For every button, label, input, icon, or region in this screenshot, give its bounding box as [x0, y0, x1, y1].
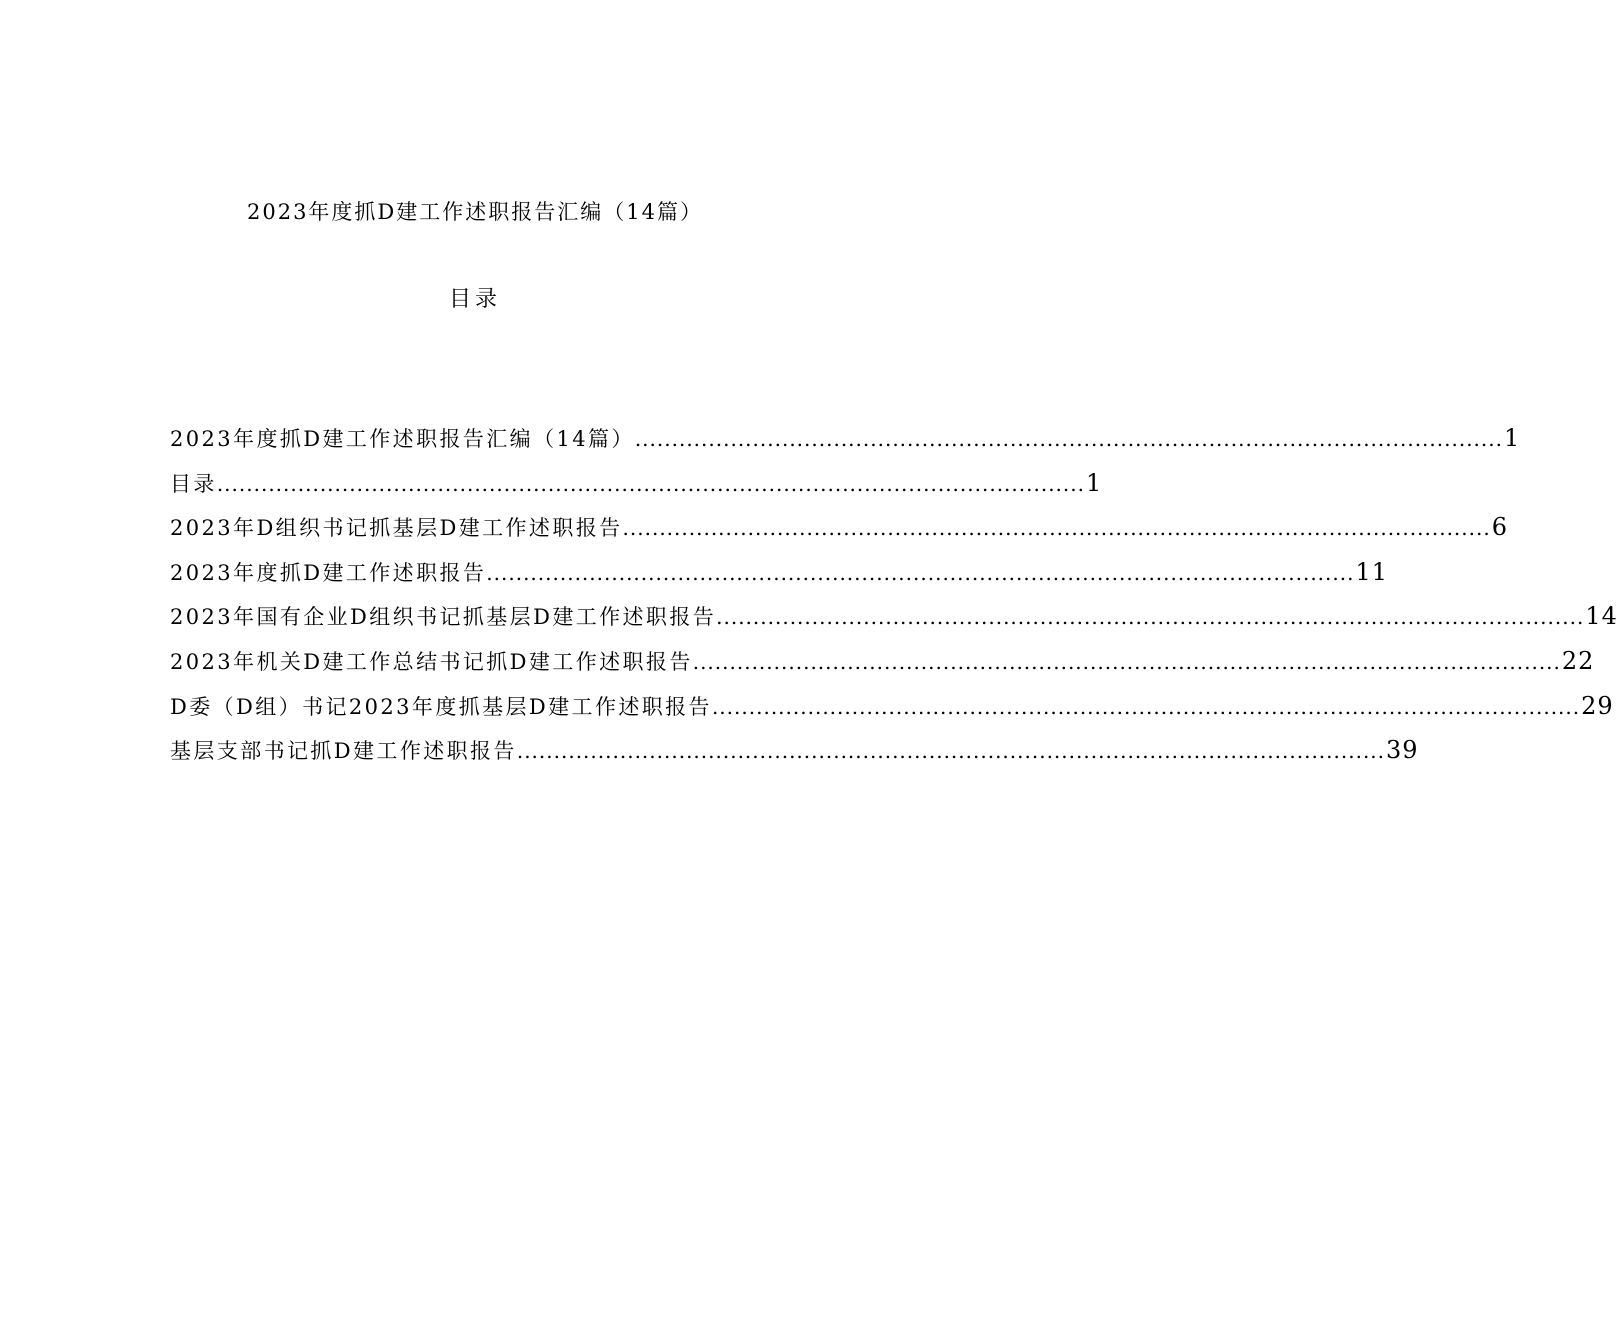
toc-entry-leader: ......................................................................................................................: [711, 694, 1581, 719]
toc-entry[interactable]: [170, 599, 1618, 644]
toc-entry-leader: ......................................................................................................................: [716, 605, 1585, 630]
toc-entry-title: 2023年度抓D建工作述职报告汇编（14篇）: [170, 427, 635, 451]
toc-entry-page: 1: [1086, 468, 1103, 497]
toc-entry-page: 39: [1386, 736, 1419, 765]
toc-entry-leader: ......................................................................................................................: [692, 649, 1561, 674]
toc-entry-title: 2023年机关D建工作总结书记抓D建工作述职报告: [170, 649, 693, 674]
toc-entry-page: 22: [1561, 646, 1595, 675]
toc-entry-page: 1: [1504, 424, 1521, 452]
toc-entry[interactable]: [170, 466, 1103, 511]
toc-entry-page: 29: [1581, 691, 1614, 720]
document-title: 2023年度抓D建工作述职报告汇编（14篇）: [246, 200, 703, 224]
toc-entry-title: 2023年度抓D建工作述职报告: [170, 560, 487, 585]
toc-entry[interactable]: [170, 733, 1419, 778]
table-of-contents: [170, 421, 1618, 778]
toc-entry-page: 6: [1491, 513, 1508, 542]
toc-entry[interactable]: [170, 644, 1595, 689]
toc-entry[interactable]: [170, 510, 1508, 555]
toc-entry-leader: ......................................................................................................................: [216, 471, 1085, 496]
toc-entry[interactable]: [170, 555, 1389, 600]
toc-entry-page: 14: [1585, 602, 1618, 631]
toc-entry-leader: ......................................................................................................................: [634, 427, 1503, 451]
toc-entry[interactable]: [170, 421, 1521, 466]
toc-entry-title: 2023年国有企业D组织书记抓基层D建工作述职报告: [170, 605, 717, 630]
toc-entry[interactable]: [170, 689, 1614, 734]
toc-entry-title: 目录: [170, 471, 217, 496]
toc-entry-leader: ......................................................................................................................: [486, 560, 1355, 585]
toc-entry-leader: ......................................................................................................................: [516, 739, 1386, 764]
toc-heading: 目录: [448, 287, 501, 312]
toc-entry-title: D委（D组）书记2023年度抓基层D建工作述职报告: [170, 694, 712, 719]
toc-entry-title: 2023年D组织书记抓基层D建工作述职报告: [170, 516, 623, 541]
toc-entry-page: 11: [1355, 557, 1389, 586]
toc-entry-leader: ......................................................................................................................: [622, 516, 1491, 541]
toc-entry-title: 基层支部书记抓D建工作述职报告: [170, 739, 517, 764]
